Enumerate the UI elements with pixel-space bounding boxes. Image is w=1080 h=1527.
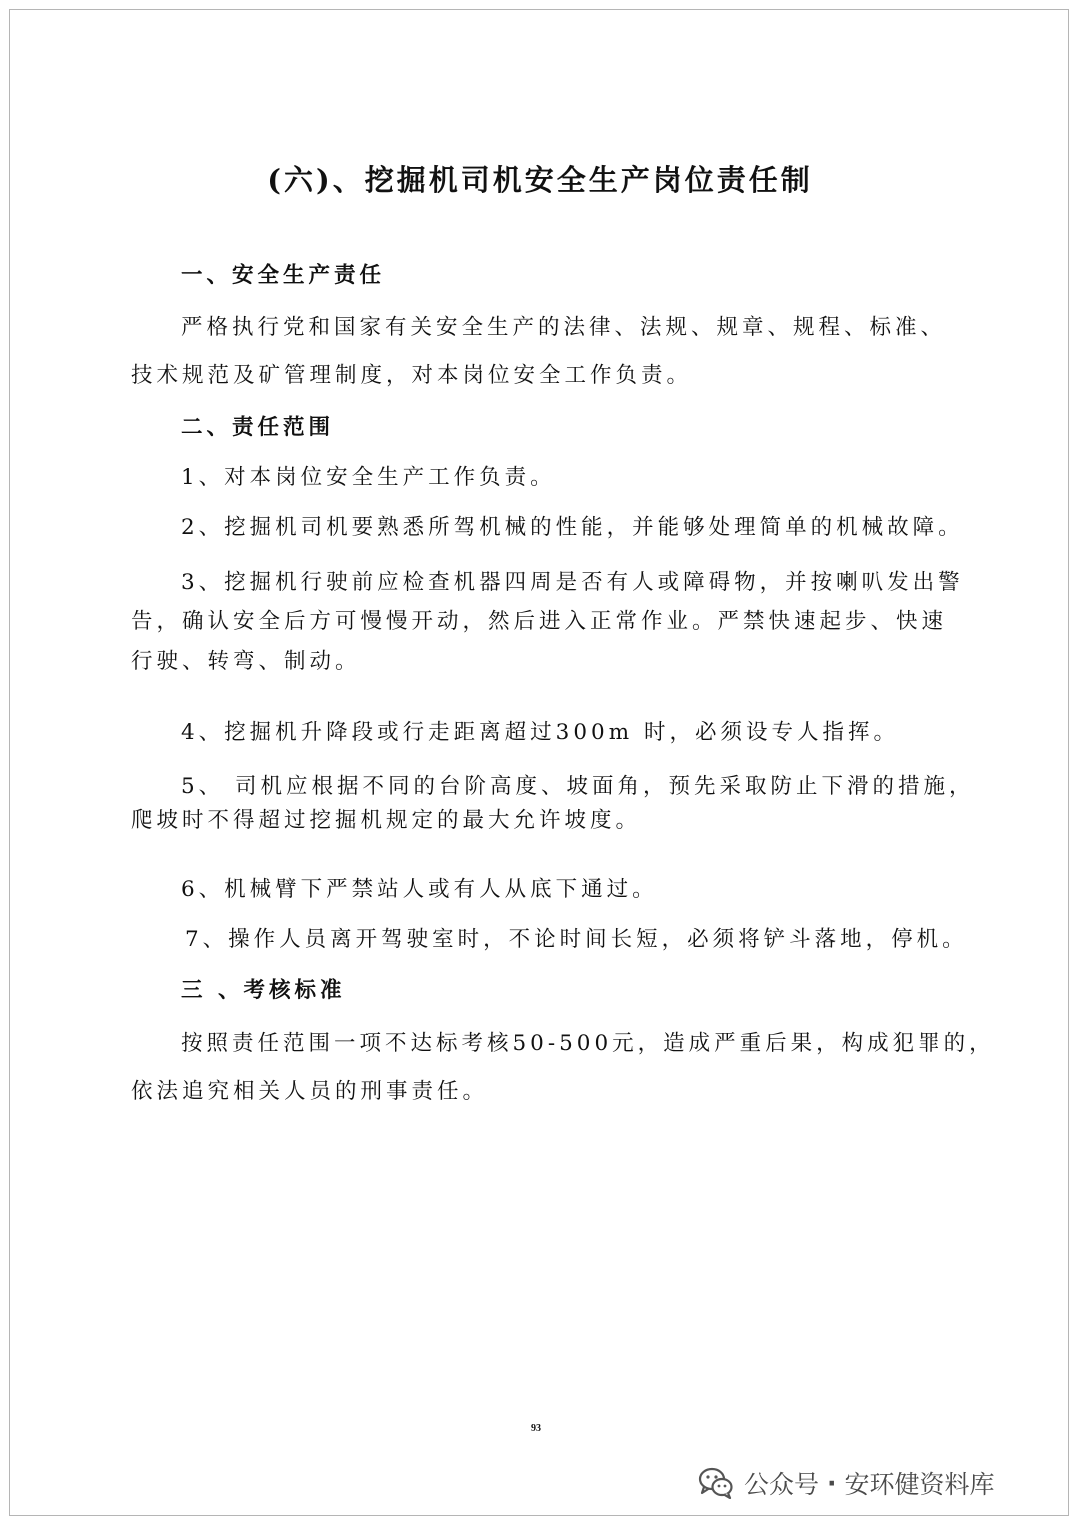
section-heading-scope: 二、责任范围 <box>181 415 335 440</box>
watermark-label: 公众号 <box>744 1470 820 1499</box>
list-item-continuation: 告，确认安全后方可慢慢开动，然后进入正常作业。严禁快速起步、快速 <box>131 609 948 634</box>
list-item: 5、 司机应根据不同的台阶高度、坡面角，预先采取防止下滑的措施， <box>181 774 975 799</box>
watermark <box>698 1461 995 1505</box>
page-number: 93 <box>531 1423 541 1434</box>
watermark-account: 安环健资料库 <box>844 1470 995 1499</box>
wechat-icon <box>698 1467 734 1499</box>
section-heading-responsibility: 一、安全生产责任 <box>181 263 386 288</box>
list-item: 3、挖掘机行驶前应检查机器四周是否有人或障碍物，并按喇叭发出警 <box>181 570 964 595</box>
paragraph-line: 按照责任范围一项不达标考核50-500元，造成严重后果，构成犯罪的， <box>181 1031 995 1056</box>
list-item: 6、机械臂下严禁站人或有人从底下通过。 <box>181 877 658 902</box>
list-item: 1、对本岗位安全生产工作负责。 <box>181 465 556 490</box>
page-border <box>9 9 1069 1516</box>
watermark-separator: · <box>827 1468 837 1498</box>
list-item-continuation: 爬坡时不得超过挖掘机规定的最大允许坡度。 <box>131 808 642 833</box>
paragraph-line: 依法追究相关人员的刑事责任。 <box>131 1079 489 1104</box>
document-title: (六)、挖掘机司机安全生产岗位责任制 <box>267 163 813 197</box>
list-item: 2、挖掘机司机要熟悉所驾机械的性能，并能够处理简单的机械故障。 <box>181 515 964 540</box>
paragraph-line: 技术规范及矿管理制度，对本岗位安全工作负责。 <box>131 363 693 388</box>
list-item: 4、挖掘机升降段或行走距离超过300m 时，必须设专人指挥。 <box>181 720 899 745</box>
list-item: 7、操作人员离开驾驶室时，不论时间长短，必须将铲斗落地，停机。 <box>185 927 968 952</box>
paragraph-line: 严格执行党和国家有关安全生产的法律、法规、规章、规程、标准、 <box>181 315 947 340</box>
list-item-continuation: 行驶、转弯、制动。 <box>131 649 361 674</box>
section-heading-assessment: 三 、考核标准 <box>181 978 346 1003</box>
